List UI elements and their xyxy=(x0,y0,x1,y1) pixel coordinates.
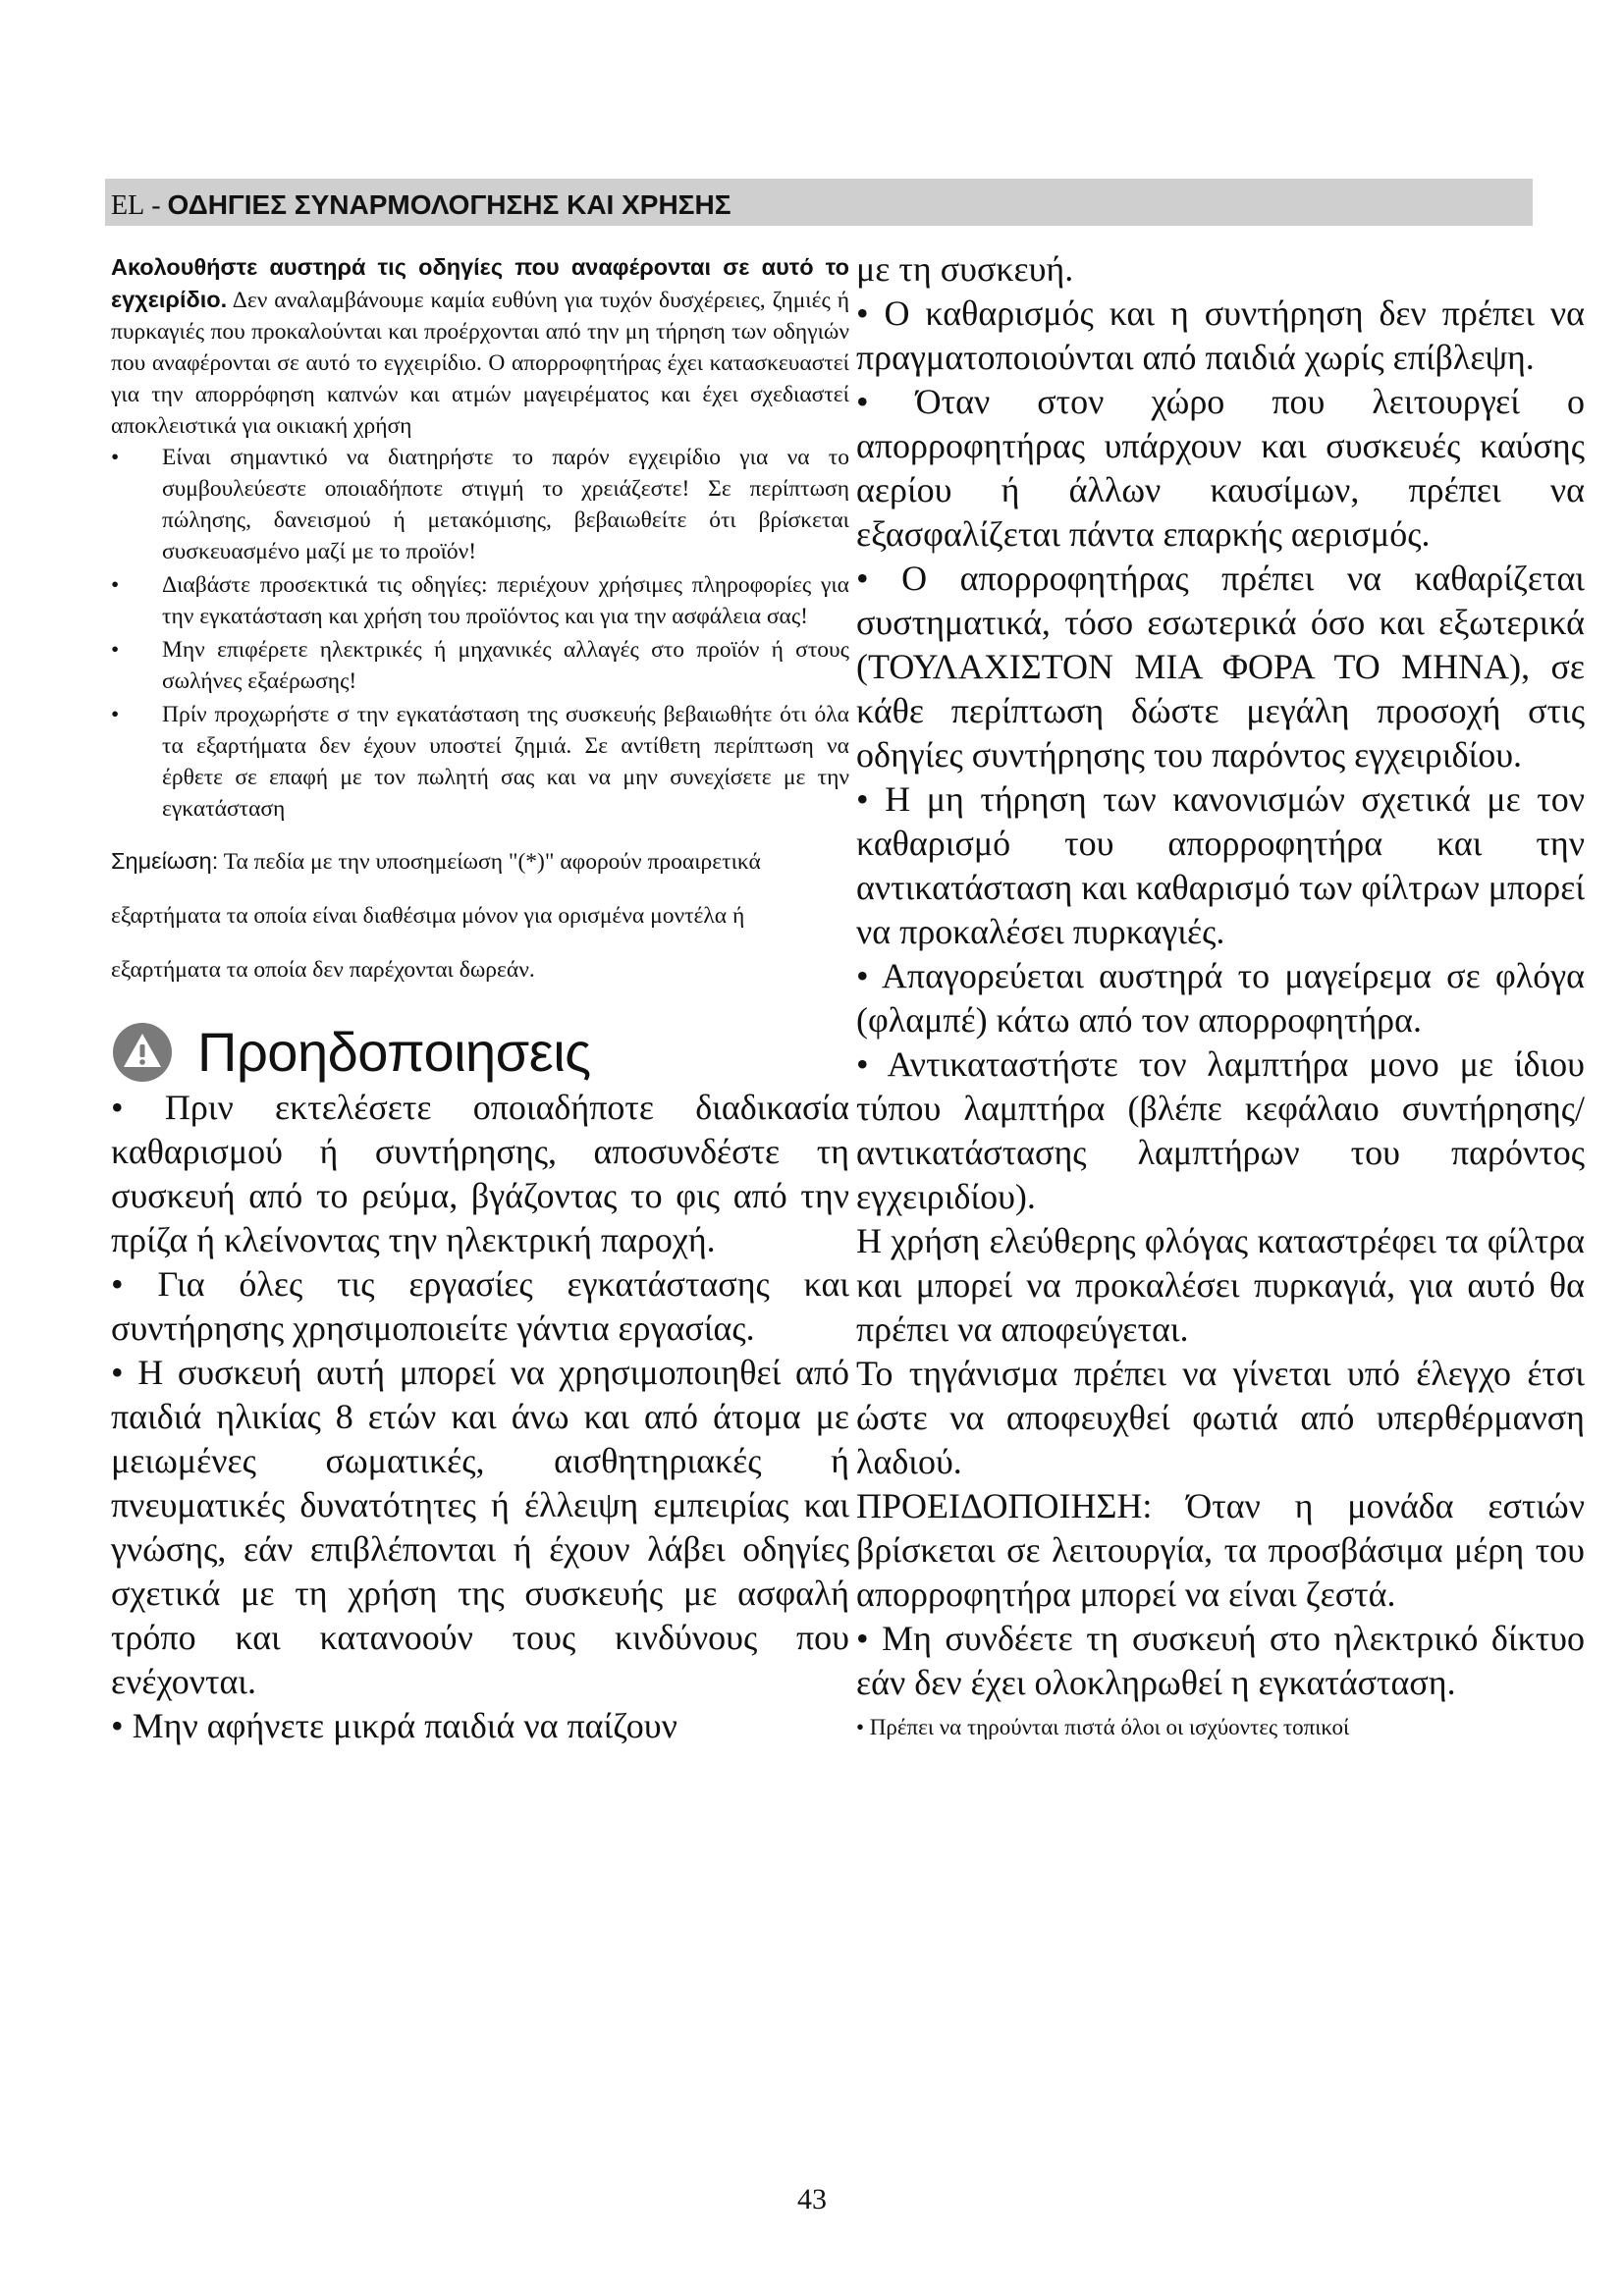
section-header xyxy=(105,179,1533,226)
warning-item: • Για όλες τις εργασίες εγκατάστασης και συντήρησης χρησιμοποιείτε γάντια εργασίας. xyxy=(111,1263,849,1348)
page-number: 43 xyxy=(797,2183,827,2216)
warning-item: • Μην αφήνετε μικρά παιδιά να παίζουν xyxy=(111,1705,677,1745)
warning-item: • Ο καθαρισμός και η συντήρηση δεν πρέπει να πραγματοποιούνται από παιδιά χωρίς επίβλεψη. xyxy=(856,294,1585,377)
bullet-mark: • xyxy=(111,572,120,598)
right-column xyxy=(856,247,1585,2132)
warnings-heading xyxy=(111,1021,849,1084)
warning-item: Το τηγάνισμα πρέπει να γίνεται υπό έλεγχο έτσι ώστε να αποφευχθεί φωτιά από υπερθέρμανση λαδιού. xyxy=(856,1354,1585,1481)
list-item xyxy=(111,569,849,632)
list-item xyxy=(111,442,849,567)
warning-item: με τη συσκευή. xyxy=(856,249,1074,289)
warning-item: Η χρήση ελεύθερης φλόγας καταστρέφει τα φίλτρα και μπορεί να προκαλέσει πυρκαγιά, για αυτό θα πρέπει να αποφεύγεται. xyxy=(856,1221,1585,1349)
header-separator: - xyxy=(144,190,168,221)
list-item-text: Διαβάστε προσεκτικά τις οδηγίες: περιέχουν χρήσιμες πληροφορίες για την εγκατάσταση και χρήση του προϊόντος και για την ασφάλεια σας! xyxy=(162,572,849,629)
bullet-mark: • xyxy=(111,637,120,663)
intro-bold-text: Ακολουθήστε αυστηρά τις οδηγίες που αναφέρονται σε αυτό το εγχειρίδιο. xyxy=(111,254,849,312)
warning-item: • Ο απορροφητήρας πρέπει να καθαρίζεται συστηματικά, τόσο εσωτερικά όσο και εξωτερικά (ΤΟΥΛΑΧΙΣΤΟΝ ΜΙΑ ΦΟΡΑ ΤΟ ΜΗΝΑ), σε κάθε περίπτωση δώστε μεγάλη προσοχή στις οδηγίες συντήρησης του παρόντος εγχειριδίου. xyxy=(856,559,1585,774)
bullet-mark: • xyxy=(111,445,120,470)
warning-icon xyxy=(111,1021,174,1084)
section-title: ΟΔΗΓΙΕΣ ΣΥΝΑΡΜΟΛΟΓΗΣΗΣ ΚΑΙ ΧΡΗΣΗΣ xyxy=(167,189,731,220)
warning-item: • Απαγορεύεται αυστηρά το μαγείρεμα σε φλόγα (φλαμπέ) κάτω από τον απορροφητήρα. xyxy=(856,956,1585,1040)
note-text: Τα πεδία με την υποσημείωση "(*)" αφορούν προαιρετικά εξαρτήματα τα οποία είναι διαθέσιμα μόνον για ορισμένα μοντέλα ή εξαρτήματα τα οποία δεν παρέχονται δωρεάν. xyxy=(111,849,761,983)
warning-item: • Πριν εκτελέσετε οποιαδήποτε διαδικασία καθαρισμού ή συντήρησης, αποσυνδέστε τη συσκευή από το ρεύμα, βγάζοντας το φις από την πρίζα ή κλείνοντας την ηλεκτρική παροχή. xyxy=(111,1087,849,1259)
list-item-text: Πρίν προχωρήστε σ την εγκατάσταση της συσκευής βεβαιωθήτε ότι όλα τα εξαρτήματα δεν έχουν υποστεί ζημιά. Σε αντίθετη περίπτωση να έρθετε σε επαφή με τον πωλητή σας και να μην συνεχίσετε με την εγκατάσταση xyxy=(162,702,849,822)
language-code: EL xyxy=(111,190,145,221)
note-label: Σημείωση: xyxy=(111,848,219,874)
warnings-title: Προηδοποιησεις xyxy=(197,1020,591,1083)
warning-item: • Αντικαταστήστε τον λαμπτήρα μονο με ίδιου τύπου λαμπτήρα (βλέπε κεφάλαιο συντήρησης/αντικατάστασης λαμπτήρων του παρόντος εγχειριδίου). xyxy=(856,1044,1585,1216)
warning-item: • Η συσκευή αυτή μπορεί να χρησιμοποιηθεί από παιδιά ηλικίας 8 ετών και άνω και από άτομα με μειωμένες σωματικές, αισθητηριακές ή πνευματικές δυνατότητες ή έλλειψη εμπειρίας και γνώσης, εάν επιβλέπονται ή έχουν λάβει οδηγίες σχετικά με τη χρήση της συσκευής με ασφαλή τρόπο και κατανοούν τους κινδύνους που ενέχονται. xyxy=(111,1352,849,1701)
bullet-mark: • xyxy=(111,702,120,727)
warning-item-small: • Πρέπει να τηρούνται πιστά όλοι οι ισχύοντες τοπικοί xyxy=(856,1715,1350,1739)
intro-body-text: Δεν αναλαμβάνουμε καμία ευθύνη για τυχόν δυσχέρειες, ζημιές ή πυρκαγιές που προκαλούνται και προέρχονται από την μη τήρηση των οδηγιών που αναφέρονται σε αυτό το εγχειρίδιο. Ο απορροφητήρας έχει κατασκευαστεί για την απορρόφηση καπνών και ατμών μαγειρέματος και έχει σχεδιαστεί αποκλειστικά για οικιακή χρήση xyxy=(111,288,849,439)
warning-item: • Μη συνδέετε τη συσκευή στο ηλεκτρικό δίκτυο εάν δεν έχει ολοκληρωθεί η εγκατάσταση. xyxy=(856,1619,1585,1702)
warning-item: • Όταν στον χώρο που λειτουργεί ο απορροφητήρας υπάρχουν και συσκευές καύσης αερίου ή άλλων καυσίμων, πρέπει να εξασφαλίζεται πάντα επαρκής αερισμός. xyxy=(856,382,1585,554)
left-column xyxy=(111,251,849,1748)
list-item xyxy=(111,634,849,697)
warning-item: ΠΡΟΕΙΔΟΠΟΙΗΣΗ: Όταν η μονάδα εστιών βρίσκεται σε λειτουργία, τα προσβάσιμα μέρη του απορροφητήρα μπορεί να είναι ζεστά. xyxy=(856,1486,1585,1614)
warning-item: • Η μη τήρηση των κανονισμών σχετικά με τον καθαρισμό του απορροφητήρα και την αντικατάσταση και καθαρισμό των φίλτρων μπορεί να προκαλέσει πυρκαγιές. xyxy=(856,779,1585,951)
list-item xyxy=(111,699,849,825)
list-item-text: Είναι σημαντικό να διατηρήστε το παρόν εγχειρίδιο για να το συμβουλεύεστε οποιαδήποτε στιγμή το χρειάζεστε! Σε περίπτωση πώλησης, δανεισμού ή μετακόμισης, βεβαιωθείτε ότι βρίσκεται συσκευασμένο μαζί με το προϊόν! xyxy=(162,445,849,564)
instructions-list xyxy=(111,442,849,825)
note-paragraph xyxy=(111,834,849,997)
list-item-text: Μην επιφέρετε ηλεκτρικές ή μηχανικές αλλαγές στο προϊόν ή στους σωλήνες εξαέρωσης! xyxy=(162,637,849,694)
intro-paragraph xyxy=(111,251,849,442)
